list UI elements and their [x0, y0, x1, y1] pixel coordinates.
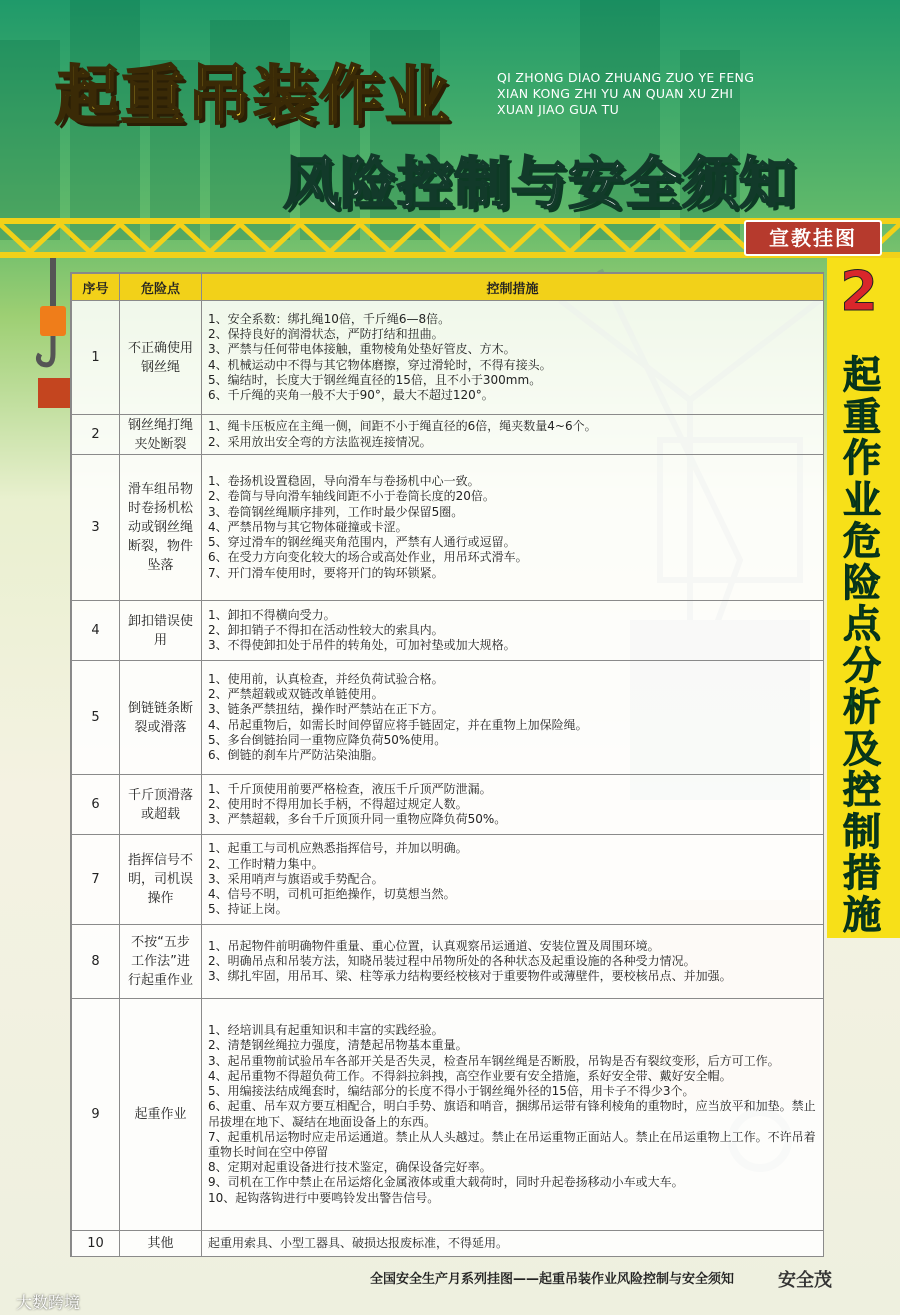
measure-item: 1、经培训具有起重知识和丰富的实践经验。 — [208, 1023, 444, 1038]
measures-cell — [202, 835, 824, 925]
row-number: 5 — [72, 661, 120, 775]
header-measures: 控制措施 — [202, 274, 824, 301]
row-number: 10 — [72, 1231, 120, 1257]
hazard-cell: 不正确使用钢丝绳 — [120, 301, 202, 415]
measure-item: 1、使用前，认真检查，并经负荷试验合格。 — [208, 671, 444, 686]
measure-item: 6、倒链的刹车片严防沾染油脂。 — [208, 747, 384, 762]
row-number: 3 — [72, 455, 120, 601]
badge-label: 宣教挂图 — [744, 220, 882, 256]
table-row — [72, 661, 824, 775]
measure-item: 2、工作时精力集中。 — [208, 856, 324, 871]
title-pinyin: QI ZHONG DIAO ZHUANG ZUO YE FENG XIAN KONG ZHI YU AN QUAN XU ZHI XUAN JIAO GUA TU — [497, 70, 755, 117]
side-vertical-title: 起重作业危险点分析及控制措施 — [842, 353, 881, 937]
measure-item: 5、穿过滑车的钢丝绳夹角范围内，严禁有人通行或逗留。 — [208, 535, 516, 550]
measures-cell — [202, 925, 824, 999]
table-row — [72, 775, 824, 835]
measure-item: 4、信号不明，司机可拒绝操作，切莫想当然。 — [208, 887, 456, 902]
measure-item: 7、开门滑车使用时，要将开门的钩环锁紧。 — [208, 565, 444, 580]
measure-item: 2、保持良好的润滑状态，严防打结和扭曲。 — [208, 327, 444, 342]
measure-item: 1、卸扣不得横向受力。 — [208, 607, 336, 622]
main-title: 起重吊装作业 — [55, 60, 451, 134]
poster-number: 2 — [840, 260, 878, 323]
measure-item: 1、绳卡压板应在主绳一侧，间距不小于绳直径的6倍，绳夹数量4~6个。 — [208, 419, 597, 434]
measure-item: 3、采用哨声与旗语或手势配合。 — [208, 871, 384, 886]
measure-item: 9、司机在工作中禁止在吊运熔化金属液体或重大载荷时，同时升起卷扬移动小车或大车。 — [208, 1175, 684, 1190]
table-row — [72, 999, 824, 1231]
table-row — [72, 925, 824, 999]
measure-item: 2、清楚钢丝绳拉力强度，清楚起吊物基本重量。 — [208, 1038, 468, 1053]
hazard-control-table — [71, 273, 824, 1257]
row-number: 9 — [72, 999, 120, 1231]
table-row — [72, 415, 824, 455]
table-row — [72, 301, 824, 415]
table-body — [72, 301, 824, 1257]
measure-item: 3、不得使卸扣处于吊件的转角处，可加衬垫或加大规格。 — [208, 638, 516, 653]
measure-item: 1、卷扬机设置稳固，导向滑车与卷扬机中心一致。 — [208, 474, 480, 489]
measure-item: 3、严禁与任何带电体接触，重物棱角处垫好管皮、方木。 — [208, 342, 516, 357]
measure-item: 5、编结时，长度大于钢丝绳直径的15倍，且不小于300mm。 — [208, 372, 542, 387]
measure-item: 4、机械运动中不得与其它物体磨擦，穿过滑轮时，不得有接头。 — [208, 357, 552, 372]
row-number: 1 — [72, 301, 120, 415]
hazard-cell: 倒链链条断裂或滑落 — [120, 661, 202, 775]
measure-item: 5、持证上岗。 — [208, 902, 288, 917]
table-row — [72, 1231, 824, 1257]
measure-item: 1、千斤顶使用前要严格检查，液压千斤顶严防泄漏。 — [208, 781, 492, 796]
measure-item: 1、起重工与司机应熟悉指挥信号，并加以明确。 — [208, 841, 468, 856]
hazard-cell: 滑车组吊物时卷扬机松动或钢丝绳断裂，物件坠落 — [120, 455, 202, 601]
hazard-cell: 指挥信号不明，司机误操作 — [120, 835, 202, 925]
row-number: 8 — [72, 925, 120, 999]
footer-caption: 全国安全生产月系列挂图——起重吊装作业风险控制与安全须知 — [370, 1272, 735, 1287]
hazard-cell: 卸扣错误使用 — [120, 601, 202, 661]
watermark-right: 安全茂 — [778, 1270, 832, 1291]
watermark-left: 大数跨境 — [16, 1293, 81, 1312]
hazard-cell: 千斤顶滑落或超载 — [120, 775, 202, 835]
measure-item: 3、严禁超载，多台千斤顶顶升同一重物应降负荷50%。 — [208, 812, 507, 827]
measures-cell — [202, 301, 824, 415]
measure-item: 10、起钩落钩进行中要鸣铃发出警告信号。 — [208, 1190, 440, 1205]
hazard-table-container — [70, 272, 824, 1257]
row-number: 2 — [72, 415, 120, 455]
measures-cell — [202, 661, 824, 775]
measure-item: 3、链条严禁扭结，操作时严禁站在正下方。 — [208, 702, 444, 717]
measures-cell — [202, 455, 824, 601]
measure-item: 2、使用时不得用加长手柄，不得超过规定人数。 — [208, 796, 468, 811]
row-number: 7 — [72, 835, 120, 925]
measure-item: 7、起重机吊运物时应走吊运通道。禁止从人头越过。禁止在吊运重物正面站人。禁止在吊运重物上工作。不许吊着重物长时间在空中停留 — [208, 1129, 816, 1159]
measure-item: 4、严禁吊物与其它物体碰撞或卡涩。 — [208, 519, 408, 534]
sub-title: 风险控制与安全须知 — [283, 152, 796, 217]
measure-item: 2、采用放出安全弯的方法监视连接情况。 — [208, 434, 432, 449]
table-row — [72, 835, 824, 925]
measures-cell — [202, 601, 824, 661]
measure-item: 4、吊起重物后，如需长时间停留应将手链固定，并在重物上加保险绳。 — [208, 717, 588, 732]
measures-cell — [202, 1231, 824, 1257]
header-no: 序号 — [72, 274, 120, 301]
measure-item: 起重用索具、小型工器具、破损达报废标准，不得延用。 — [208, 1235, 509, 1250]
measure-item: 3、绑扎牢固，用吊耳、梁、柱等承力结构要经校核对于重要物件或薄壁件，要校核吊点、并加强。 — [208, 969, 732, 984]
measure-item: 2、卷筒与导向滑车轴线间距不小于卷筒长度的20倍。 — [208, 489, 495, 504]
measure-item: 3、卷筒钢丝绳顺序排列，工作时最少保留5圈。 — [208, 504, 464, 519]
measures-cell — [202, 415, 824, 455]
measure-item: 2、明确吊点和吊装方法，知晓吊装过程中吊物所处的各种状态及起重设施的各种受力情况。 — [208, 953, 696, 968]
measures-cell — [202, 775, 824, 835]
hazard-cell: 起重作业 — [120, 999, 202, 1231]
table-row — [72, 601, 824, 661]
measure-item: 6、千斤绳的夹角一般不大于90°，最大不超过120°。 — [208, 387, 494, 402]
measure-item: 2、严禁超载或双链改单链使用。 — [208, 687, 384, 702]
measure-item: 4、起吊重物不得超负荷工作。不得斜拉斜拽，高空作业要有安全措施，系好安全带、戴好安全帽。 — [208, 1068, 732, 1083]
measures-cell — [202, 999, 824, 1231]
measure-item: 6、在受力方向变化较大的场合或高处作业，用吊环式滑车。 — [208, 550, 528, 565]
hazard-cell: 钢丝绳打绳夹处断裂 — [120, 415, 202, 455]
measure-item: 5、多台倒链抬同一重物应降负荷50%使用。 — [208, 732, 447, 747]
measure-item: 8、定期对起重设备进行技术鉴定，确保设备完好率。 — [208, 1160, 492, 1175]
row-number: 6 — [72, 775, 120, 835]
measure-item: 5、用编接法结成绳套时，编结部分的长度不得小于钢丝绳外径的15倍，用卡子不得少3个。 — [208, 1084, 695, 1099]
measure-item: 1、安全系数：绑扎绳10倍，千斤绳6—8倍。 — [208, 311, 451, 326]
header-hazard: 危险点 — [120, 274, 202, 301]
hazard-cell: 其他 — [120, 1231, 202, 1257]
measure-item: 3、起吊重物前试验吊车各部开关是否失灵，检查吊车钢丝绳是否断股，吊钩是否有裂纹变形，后方可工作。 — [208, 1053, 780, 1068]
row-number: 4 — [72, 601, 120, 661]
measure-item: 6、起重、吊车双方要互相配合，明白手势、旗语和哨音，捆绑吊运带有锋利棱角的重物时，应当放平和加垫。禁止吊拔埋在地下、凝结在地面设备上的东西。 — [208, 1099, 816, 1129]
table-header-row — [72, 274, 824, 301]
table-row — [72, 455, 824, 601]
measure-item: 1、吊起物件前明确物件重量、重心位置，认真观察吊运通道、安装位置及周围环境。 — [208, 938, 660, 953]
hazard-cell: 不按“五步工作法”进行起重作业 — [120, 925, 202, 999]
measure-item: 2、卸扣销子不得扣在活动性较大的索具内。 — [208, 622, 444, 637]
